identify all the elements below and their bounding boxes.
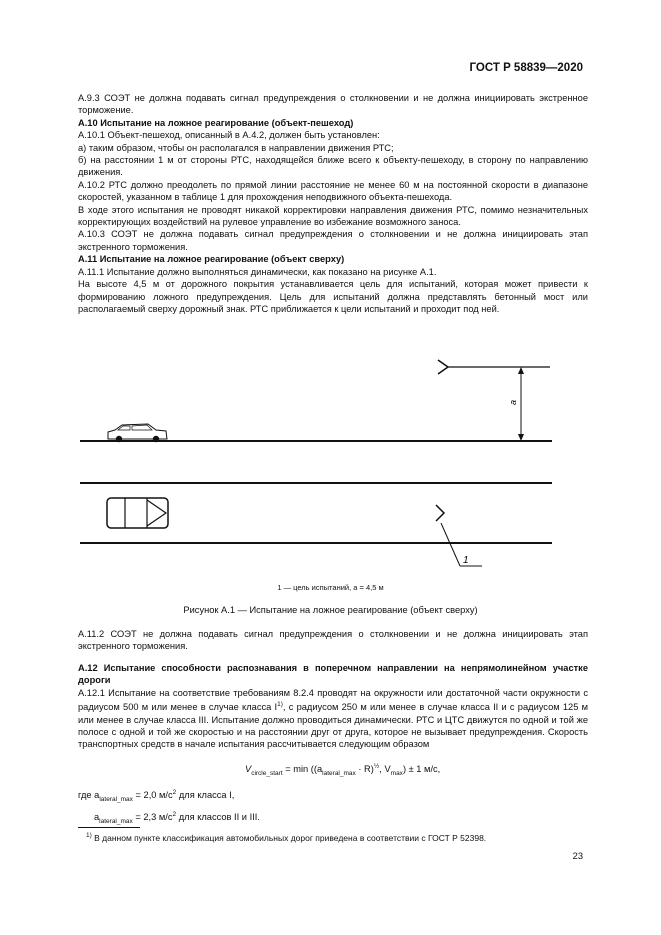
dimension-arrow-bottom — [518, 434, 524, 441]
where-2-pre: a — [94, 812, 100, 823]
para-a10-note: В ходе этого испытания не проводят никакой корректировки направления движения РТС, помимо незначительных корректирующих воздействий на рулевое управление во избежание возможного заноса. — [78, 204, 588, 228]
where-2-end: для классов II и III. — [176, 812, 260, 823]
formula-exp: ½ — [373, 763, 380, 770]
where-line-1 — [78, 785, 260, 807]
where-1-pre: где a — [78, 790, 100, 801]
para-a10-1: А.10.1 Объект-пешеход, описанный в А.4.2, должен быть установлен: — [78, 130, 380, 141]
text-block-lower — [78, 628, 588, 751]
target-label-1: 1 — [463, 555, 469, 566]
para-a10-3: А.10.3 СОЭТ не должна подавать сигнал предупреждения о столкновении и не должна инициировать этап экстренного торможения. — [78, 229, 588, 252]
formula-part3: , V — [379, 764, 391, 775]
dimension-arrow-top — [518, 367, 524, 374]
figure-legend: 1 — цель испытаний, a = 4,5 м — [277, 583, 384, 592]
formula-part1: = min ((a — [282, 764, 323, 775]
footnote-separator — [78, 827, 140, 828]
footnote — [86, 832, 486, 843]
para-a93 — [78, 92, 588, 117]
overhead-target-icon — [438, 360, 448, 374]
where-1-sub: lateral_max — [99, 795, 133, 803]
where-2-post: = 2,3 м/с — [132, 812, 173, 823]
car-side-view-icon — [108, 424, 167, 442]
dimension-label-a: a — [508, 399, 518, 405]
formula-where — [78, 785, 260, 829]
formula-v: V — [245, 764, 252, 775]
formula-tail: ) ± 1 м/с, — [402, 764, 441, 775]
where-2-sup: 2 — [172, 810, 177, 818]
formula-part2: · R) — [355, 764, 374, 775]
figure-caption: Рисунок А.1 — Испытание на ложное реагирование (объект сверху) — [183, 605, 478, 615]
para-a93-text: А.9.3 СОЭТ не должна подавать сигнал предупреждения о столкновении и не должна инициировать экстренное торможение. — [78, 93, 588, 116]
where-1-post: = 2,0 м/с — [132, 790, 173, 801]
speed-formula — [245, 763, 440, 777]
para-a12-1-part2: , с радиусом 250 м или менее в случае класса II и с радиусом 125 м или менее в случае класса III. Испытание должно проводиться динамически. РТС и ЦТС движутся по одной и той же полосе с одной и той же скоростью и на расстоянии друг от друга, которое не вызывает предупреждения. Скорость транспортных средств в начале испытания рассчитывается следующим образом — [78, 702, 588, 750]
formula-a-sub: lateral_max — [322, 769, 356, 777]
formula-v-sub: circle_start — [251, 769, 283, 777]
formula-vmax-sub: max — [390, 769, 403, 777]
leader-line — [441, 523, 460, 566]
para-a10-a: а) таким образом, чтобы он располагался в направлении движения РТС; — [78, 142, 394, 153]
para-a10-b: б) на расстоянии 1 м от стороны РТС, находящейся ближе всего к объекту-пешеходу, в сторону по направлению движения. — [78, 155, 588, 178]
where-2-sub: lateral_max — [99, 817, 133, 825]
where-1-sup: 2 — [172, 789, 177, 796]
heading-a10: А.10 Испытание на ложное реагирование (объект-пешеход) — [78, 117, 354, 128]
para-a11-1: А.11.1 Испытание должно выполняться динамически, как показано на рисунке А.1. — [78, 266, 437, 277]
para-a12-1 — [78, 687, 588, 751]
para-a112: А.11.2 СОЭТ не должна подавать сигнал предупреждения о столкновении и не должна инициировать этап экстренного торможения. — [78, 629, 588, 652]
doc-number: ГОСТ Р 58839—2020 — [469, 62, 583, 74]
heading-a12: А.12 Испытание способности распознавания в поперечном направлении на непрямолинейном участке дороги — [78, 662, 588, 686]
top-view-target-icon — [436, 505, 444, 521]
footnote-mark: 1) — [86, 832, 92, 839]
para-a11-desc: На высоте 4,5 м от дорожного покрытия устанавливается цель для испытаний, которая может привести к формированию ложного предупреждения. Цель для испытаний должна представлять бетонный мост или располагаемый сверху дорожный знак. РТС приближается к цели испытаний и проходит под ней. — [78, 279, 588, 314]
heading-a11: А.11 Испытание на ложное реагирование (объект сверху) — [78, 254, 345, 265]
where-1-end: для класса I, — [176, 790, 235, 801]
para-a12-1-part1: А.12.1 Испытание на соответствие требованиям 8.2.4 проводят на окружности или достаточной части окружности с радиусом 500 м или менее в случае класса I — [78, 687, 588, 713]
page-number: 23 — [572, 851, 583, 861]
footnote-ref: 1) — [277, 701, 283, 709]
text-block-upper — [78, 92, 588, 315]
car-top-view-icon — [107, 498, 168, 528]
footnote-text: В данном пункте классификация автомобильных дорог приведена в соответствии с ГОСТ Р 52398. — [91, 832, 487, 843]
where-line-2 — [78, 807, 260, 829]
figure-a1-drawing — [70, 340, 570, 585]
para-a10-2: А.10.2 РТС должно преодолеть по прямой линии расстояние не менее 60 м на постоянной скорости в диапазоне скоростей, указанном в таблице 1 для прохождения неподвижного объекта-пешехода. — [78, 179, 588, 203]
figure-a1 — [70, 340, 570, 585]
